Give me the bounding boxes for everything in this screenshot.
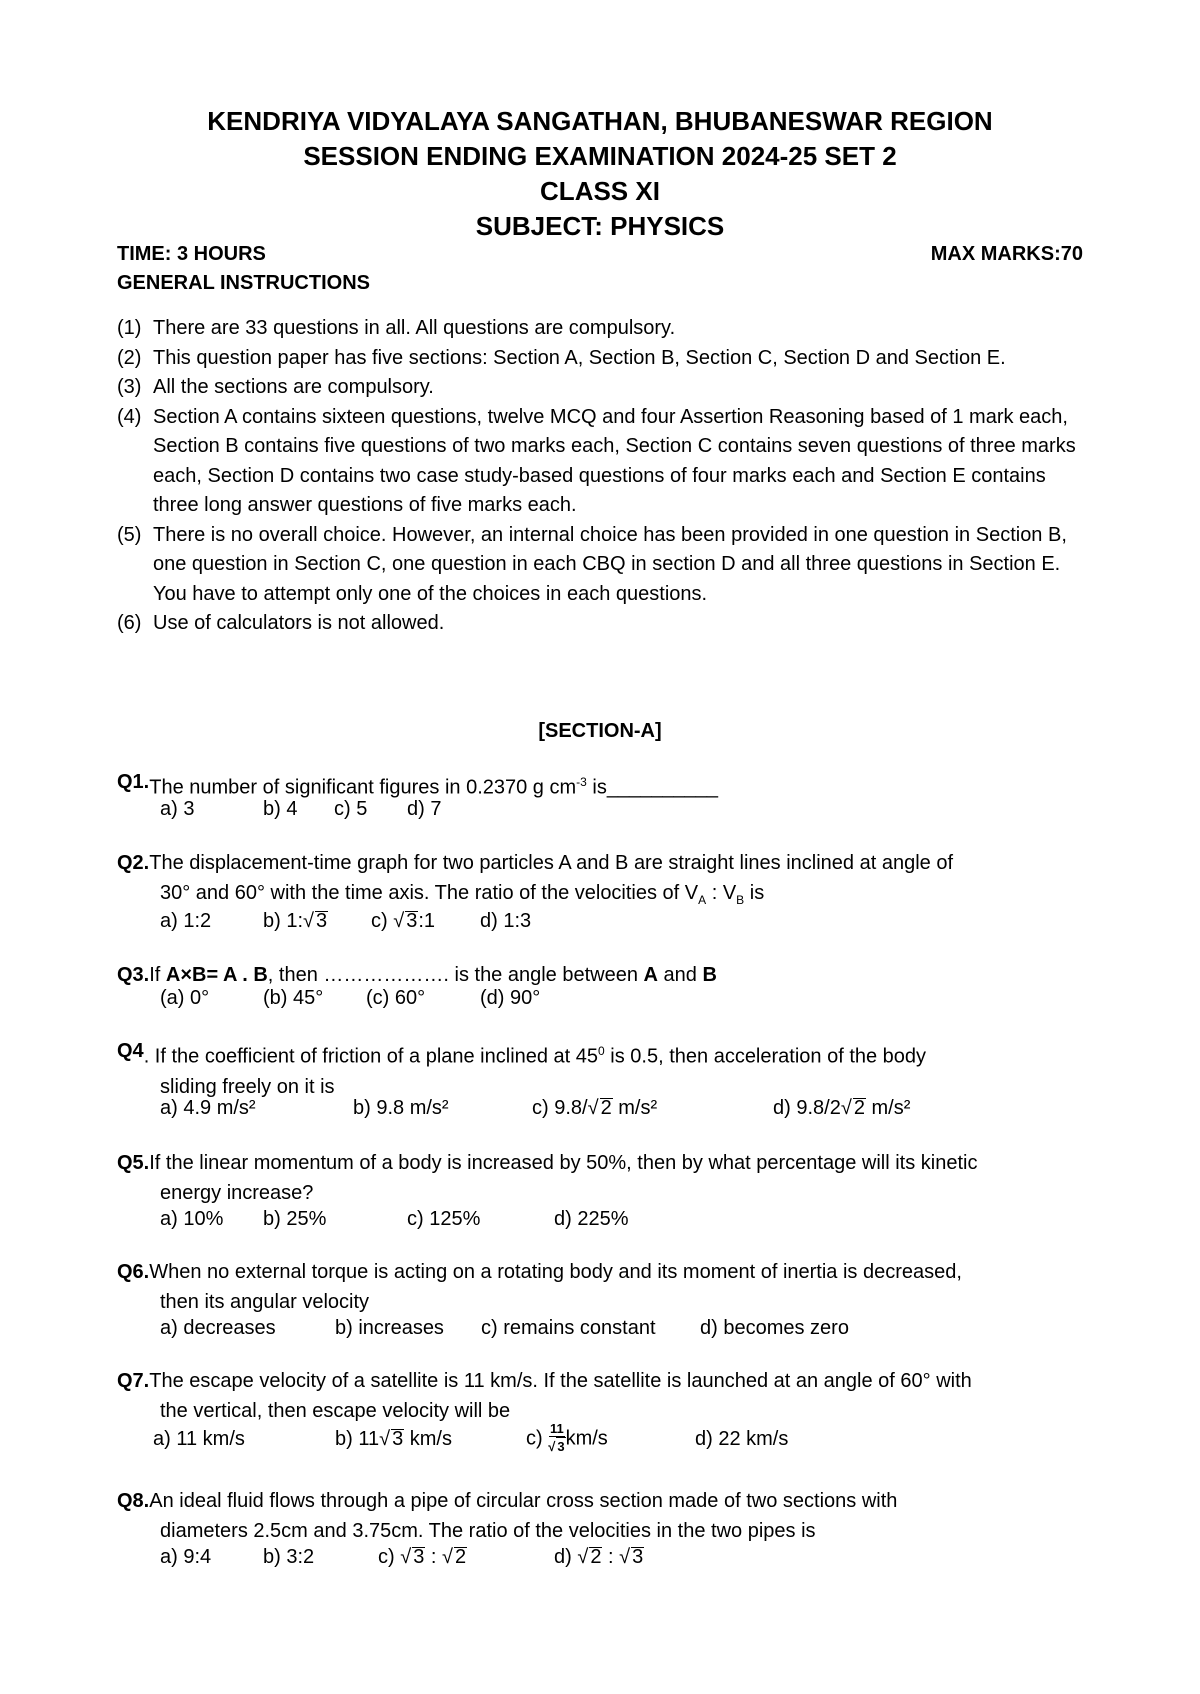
option-a: a) 4.9 m/s²	[160, 1097, 256, 1119]
question-number: Q2.	[117, 852, 150, 874]
question-number: Q1.	[117, 771, 150, 793]
question-8	[117, 1486, 1097, 1546]
option-d: d) becomes zero	[700, 1317, 849, 1339]
option-c: c) √ 3 : √ 2	[378, 1546, 467, 1568]
option-b: b) 9.8 m/s²	[353, 1097, 449, 1119]
question-text-continued: diameters 2.5cm and 3.75cm. The ratio of the velocities in the two pipes is	[160, 1520, 816, 1542]
question-text: The number of significant figures in 0.2370 g $cm^{-3}$ is__________	[149, 775, 719, 799]
instructions-list	[117, 314, 1087, 639]
fraction: $\frac{11}{√ 3}$	[548, 1421, 565, 1454]
instruction-item	[117, 314, 1087, 344]
question-5	[117, 1148, 1097, 1208]
option-d: d) 22 km/s	[695, 1428, 789, 1450]
instruction-number: (4)	[117, 405, 142, 428]
question-text: The displacement-time graph for two particles A and B are straight lines inclined at angle of	[149, 852, 954, 874]
option-b: (b) 45°	[263, 987, 324, 1009]
school-title: KENDRIYA VIDYALAYA SANGATHAN, BHUBANESWAR REGION	[207, 106, 993, 136]
option-b: b) 1:√ 3	[263, 910, 328, 932]
question-text-continued: the vertical, then escape velocity will be	[160, 1400, 511, 1422]
instruction-number: (2)	[117, 346, 142, 369]
option-a: (a) 0°	[160, 987, 210, 1009]
instruction-text: This question paper has five sections: Section A, Section B, Section C, Section D and Section E.	[153, 346, 1006, 369]
option-c: c) √ 3:1	[371, 910, 436, 932]
option-d: d) 1:3	[480, 910, 532, 932]
option-a: a) 1:2	[160, 910, 212, 932]
instruction-item	[117, 403, 1087, 521]
question-text-continued: 30° and 60° with the time axis. The ratio of the velocities of $V_A$ : $V_B$ is	[160, 882, 765, 907]
instruction-item	[117, 521, 1087, 610]
instruction-text: There are 33 questions in all. All questions are compulsory.	[153, 317, 676, 339]
question-6	[117, 1257, 1097, 1317]
instruction-text: Use of calculators is not allowed.	[153, 612, 445, 634]
instruction-text: There is no overall choice. However, an internal choice has been provided in one question in Section B, one question in Section C, one question in each CBQ in section D and all three questions in Section E. You have to attempt only one of the choices in each questions.	[153, 523, 1067, 605]
max-marks-label: MAX MARKS:70	[930, 243, 1083, 265]
question-2	[117, 848, 1097, 915]
option-c: (c) 60°	[366, 987, 426, 1009]
question-text: The escape velocity of a satellite is 11 km/s. If the satellite is launched at an angle of 60° with	[149, 1370, 972, 1392]
option-d: d) 225%	[554, 1208, 629, 1230]
option-d: d) √ 2 : √ 3	[554, 1546, 644, 1568]
option-b: b) 4	[263, 798, 298, 820]
instruction-item	[117, 373, 1087, 403]
option-b: b) increases	[335, 1317, 444, 1339]
option-a: a) 11 km/s	[153, 1428, 245, 1450]
question-number: Q7.	[117, 1370, 150, 1392]
section-a-heading: [SECTION-A]	[538, 720, 662, 742]
option-c: c) 125%	[407, 1208, 481, 1230]
instruction-item	[117, 344, 1087, 374]
instruction-number: (3)	[117, 376, 142, 398]
question-4	[117, 1036, 1097, 1102]
question-number: Q8.	[117, 1490, 150, 1512]
instruction-number: (6)	[117, 612, 142, 634]
instruction-text: Section A contains sixteen questions, twelve MCQ and four Assertion Reasoning based of 1 mark each, Section B contains five questions of two marks each, Section C contains seven questions of three marks each, Section D contains two case study-based questions of four marks each and Section E contains three long answer questions of five marks each.	[153, 405, 1076, 516]
question-text-continued: then its angular velocity	[160, 1291, 370, 1313]
option-a: a) 10%	[160, 1208, 224, 1230]
class-title: CLASS XI	[540, 176, 660, 206]
option-c: c) 9.8/√ 2 m/s²	[532, 1097, 658, 1119]
option-b: b) 25%	[263, 1208, 327, 1230]
general-instructions-heading: GENERAL INSTRUCTIONS	[117, 272, 370, 294]
option-c: c) $\frac{11}{√ 3}$ km/s	[526, 1421, 608, 1454]
question-number: Q6.	[117, 1261, 150, 1283]
instruction-number: (5)	[117, 523, 142, 546]
time-label: TIME: 3 HOURS	[117, 243, 266, 265]
question-text-continued: energy increase?	[160, 1182, 314, 1204]
exam-title: SESSION ENDING EXAMINATION 2024-25 SET 2	[303, 141, 897, 171]
option-c: c) 5	[334, 798, 368, 820]
question-text: If A×B= A . B, then ………………. is the angle between A and B	[149, 964, 717, 986]
option-a: a) 9:4	[160, 1546, 212, 1568]
question-3	[117, 960, 1097, 990]
subject-title: SUBJECT: PHYSICS	[475, 211, 725, 241]
option-d: (d) 90°	[480, 987, 541, 1009]
instruction-number: (1)	[117, 317, 142, 339]
option-c: c) remains constant	[481, 1317, 656, 1339]
question-text: An ideal fluid flows through a pipe of circular cross section made of two sections with	[149, 1490, 898, 1512]
instruction-item	[117, 609, 1087, 639]
option-a: a) 3	[160, 798, 195, 820]
question-text: . If the coefficient of friction of a plane inclined at $45^0$ is 0.5, then acceleration of the body	[143, 1044, 927, 1068]
question-7	[117, 1366, 1097, 1426]
instruction-text: All the sections are compulsory.	[153, 376, 434, 398]
option-d: d) 9.8/2√ 2 m/s²	[773, 1097, 911, 1119]
question-text: If the linear momentum of a body is increased by 50%, then by what percentage will its kinetic	[149, 1152, 978, 1174]
question-number: Q4	[117, 1040, 144, 1062]
option-b: b) 3:2	[263, 1546, 315, 1568]
question-number: Q3.	[117, 964, 150, 986]
question-text-continued: sliding freely on it is	[160, 1075, 335, 1098]
question-number: Q5.	[117, 1152, 150, 1174]
option-b: b) 11√ 3 km/s	[335, 1428, 452, 1450]
option-d: d) 7	[407, 798, 442, 820]
question-text: When no external torque is acting on a rotating body and its moment of inertia is decreased,	[149, 1261, 962, 1283]
option-a: a) decreases	[160, 1317, 276, 1339]
